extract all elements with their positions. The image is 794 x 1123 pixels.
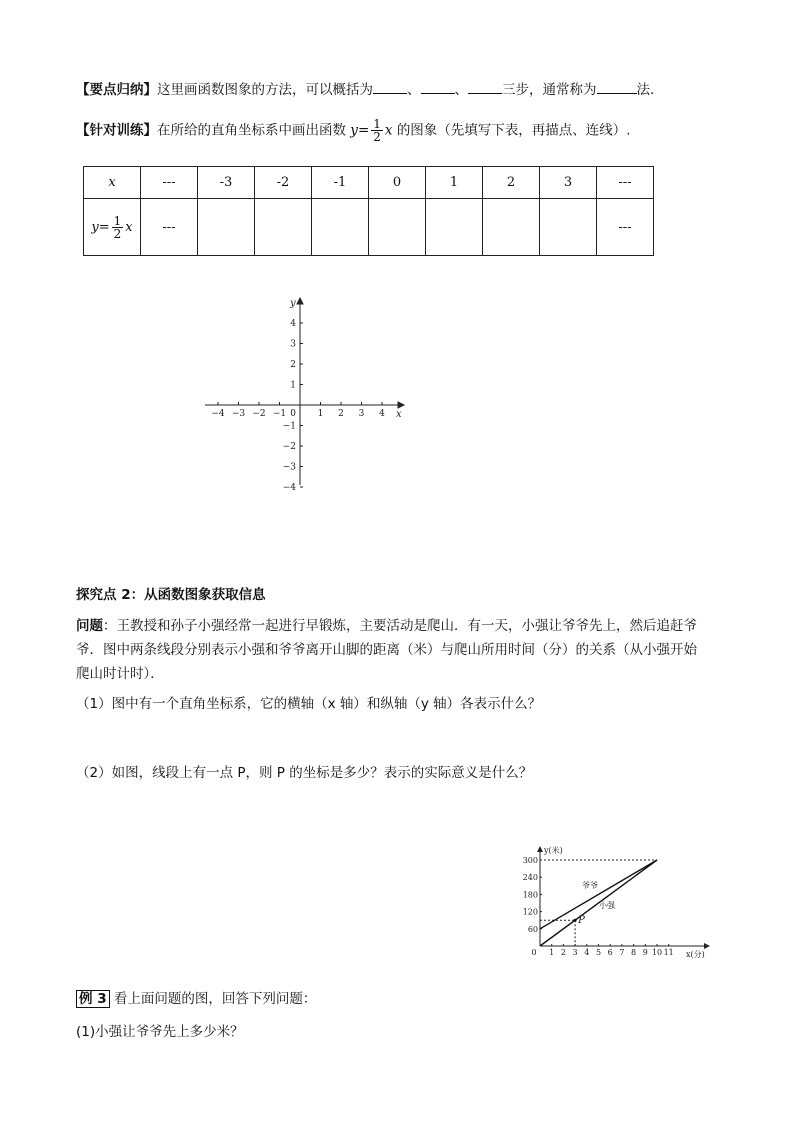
origin-label: 0 [290, 409, 296, 419]
function-fraction [371, 118, 383, 143]
x-axis-label: x [396, 409, 402, 420]
example3-tag: 例 3 [76, 990, 110, 1008]
function-eq: = [357, 122, 370, 139]
y-tick-label: 300 [522, 856, 538, 865]
problem-line-3: 爬山时计时）． [76, 666, 164, 682]
training-line [76, 118, 631, 143]
function-y: y [350, 122, 358, 139]
table-cell: --- [141, 167, 198, 199]
y-axis-label: y [290, 298, 296, 309]
x-tick-label: 4 [379, 409, 385, 419]
x-tick-label: 3 [358, 409, 365, 419]
example3-q1: (1)小强让爷爷先上多少米？ [76, 1024, 244, 1040]
x-tick-label: 2 [338, 409, 344, 419]
y-tick-label: 2 [290, 360, 296, 370]
row-label-eq: = [98, 219, 110, 235]
blank-4 [597, 81, 637, 94]
x-tick-label: 11 [663, 948, 674, 957]
training-text-b: 的图象（先填写下表，再描点、连线）. [396, 122, 631, 139]
y-tick-label: 3 [290, 339, 296, 350]
x-tick-label: −4 [211, 409, 225, 419]
example3-text: 看上面问题的图，回答下列问题： [113, 991, 317, 1007]
point-p-label: P [578, 915, 585, 927]
table-cell: -1 [312, 167, 369, 199]
series-label-xiaoqiang: 小强 [599, 901, 615, 910]
problem-line-1 [76, 614, 697, 634]
summary-text-a: 这里画函数图象的方法，可以概括为 [157, 82, 373, 98]
summary-text-b: 三步，通常称为 [502, 82, 597, 98]
distance-time-chart [518, 842, 718, 964]
y-axis-label: y(米) [544, 846, 563, 855]
summary-text-c: 法． [636, 82, 664, 98]
row-label-denominator: 2 [113, 226, 122, 241]
x-axis-arrow [704, 943, 710, 949]
table-cell: 1 [426, 167, 483, 199]
y-tick-label: 240 [522, 873, 538, 883]
x-tick-label: 1 [317, 409, 324, 419]
table-cell[interactable] [540, 199, 597, 256]
table-row-label [84, 199, 141, 256]
x-tick-label: −2 [252, 409, 266, 419]
y-tick-label: 4 [290, 319, 296, 329]
y-tick-label: −1 [282, 421, 296, 432]
point-p [574, 919, 577, 922]
table-row-x [84, 167, 654, 199]
series-line-爷爷 [540, 860, 657, 929]
y-axis-arrow [537, 846, 543, 852]
row-label-y: y [91, 219, 99, 235]
x-tick-label: 5 [595, 948, 602, 957]
summary-line [76, 78, 664, 98]
problem-tag: 问题 [76, 618, 103, 634]
table-cell: x [84, 167, 141, 199]
function-x: x [384, 122, 393, 139]
table-cell: --- [597, 167, 654, 199]
y-tick-label: 120 [522, 907, 538, 917]
summary-sep1: 、 [407, 82, 421, 98]
x-tick-label: 6 [607, 948, 613, 957]
y-tick-label: 60 [527, 924, 538, 934]
table-cell: --- [141, 199, 198, 256]
row-label-numerator: 1 [113, 213, 122, 228]
table-cell[interactable] [483, 199, 540, 256]
fraction-numerator: 1 [373, 117, 381, 131]
example3-line [76, 987, 316, 1007]
table-cell[interactable] [369, 199, 426, 256]
x-axis-label: x(分) [686, 950, 705, 959]
x-axis-arrow [398, 402, 404, 408]
question-2: （2）如图，线段上有一点 P，则 P 的坐标是多少？表示的实际意义是什么？ [76, 765, 533, 781]
x-tick-label: 4 [584, 948, 590, 957]
x-tick-label: 2 [560, 948, 566, 957]
table-cell[interactable] [312, 199, 369, 256]
y-tick-label: 1 [290, 380, 296, 391]
table-cell[interactable] [198, 199, 255, 256]
y-tick-label: 180 [522, 890, 538, 900]
summary-tag: 【要点归纳】 [76, 82, 157, 98]
training-text-a: 在所给的直角坐标系中画出函数 [157, 122, 346, 139]
table-cell[interactable] [255, 199, 312, 256]
problem-text-1: ：王教授和孙子小强经常一起进行早锻炼，主要活动是爬山．有一天，小强让爷爷先上，然后追赶爷 [103, 618, 697, 634]
y-tick-label: −2 [282, 442, 296, 452]
origin-label: 0 [531, 948, 537, 957]
fraction-denominator: 2 [373, 130, 381, 144]
x-tick-label: 3 [572, 948, 578, 957]
x-tick-label: −1 [272, 409, 287, 419]
series-label-grandpa: 爷爷 [582, 881, 598, 890]
section2-title: 探究点 2：从函数图象获取信息 [76, 587, 266, 603]
summary-sep2: 、 [454, 82, 468, 98]
y-tick-label: −3 [282, 462, 296, 473]
problem-line-2: 爷．图中两条线段分别表示小强和爷爷离开山脚的距离（米）与爬山所用时间（分）的关系（从小强开始 [76, 642, 697, 658]
x-tick-label: 10 [651, 948, 663, 957]
table-cell[interactable] [426, 199, 483, 256]
row-label-x: x [125, 219, 133, 235]
x-tick-label: −3 [231, 409, 246, 419]
blank-2 [421, 81, 455, 94]
x-tick-label: 7 [619, 948, 625, 957]
blank-3 [468, 81, 502, 94]
training-tag: 【针对训练】 [76, 122, 157, 139]
table-cell: --- [597, 199, 654, 256]
table-cell: -2 [255, 167, 312, 199]
table-cell: -3 [198, 167, 255, 199]
table-cell: 3 [540, 167, 597, 199]
blank-1 [373, 81, 407, 94]
x-tick-label: 8 [631, 948, 637, 957]
y-axis-arrow [297, 298, 303, 304]
coordinate-plane [195, 292, 410, 492]
y-tick-label: −4 [282, 483, 296, 492]
table-cell: 0 [369, 167, 426, 199]
row-label-fraction [112, 215, 124, 240]
x-tick-label: 1 [549, 948, 555, 957]
table-cell: 2 [483, 167, 540, 199]
x-tick-label: 9 [642, 948, 648, 957]
question-1: （1）图中有一个直角坐标系，它的横轴（x 轴）和纵轴（y 轴）各表示什么？ [76, 696, 542, 712]
table-row-y [84, 199, 654, 256]
value-table [83, 166, 654, 256]
